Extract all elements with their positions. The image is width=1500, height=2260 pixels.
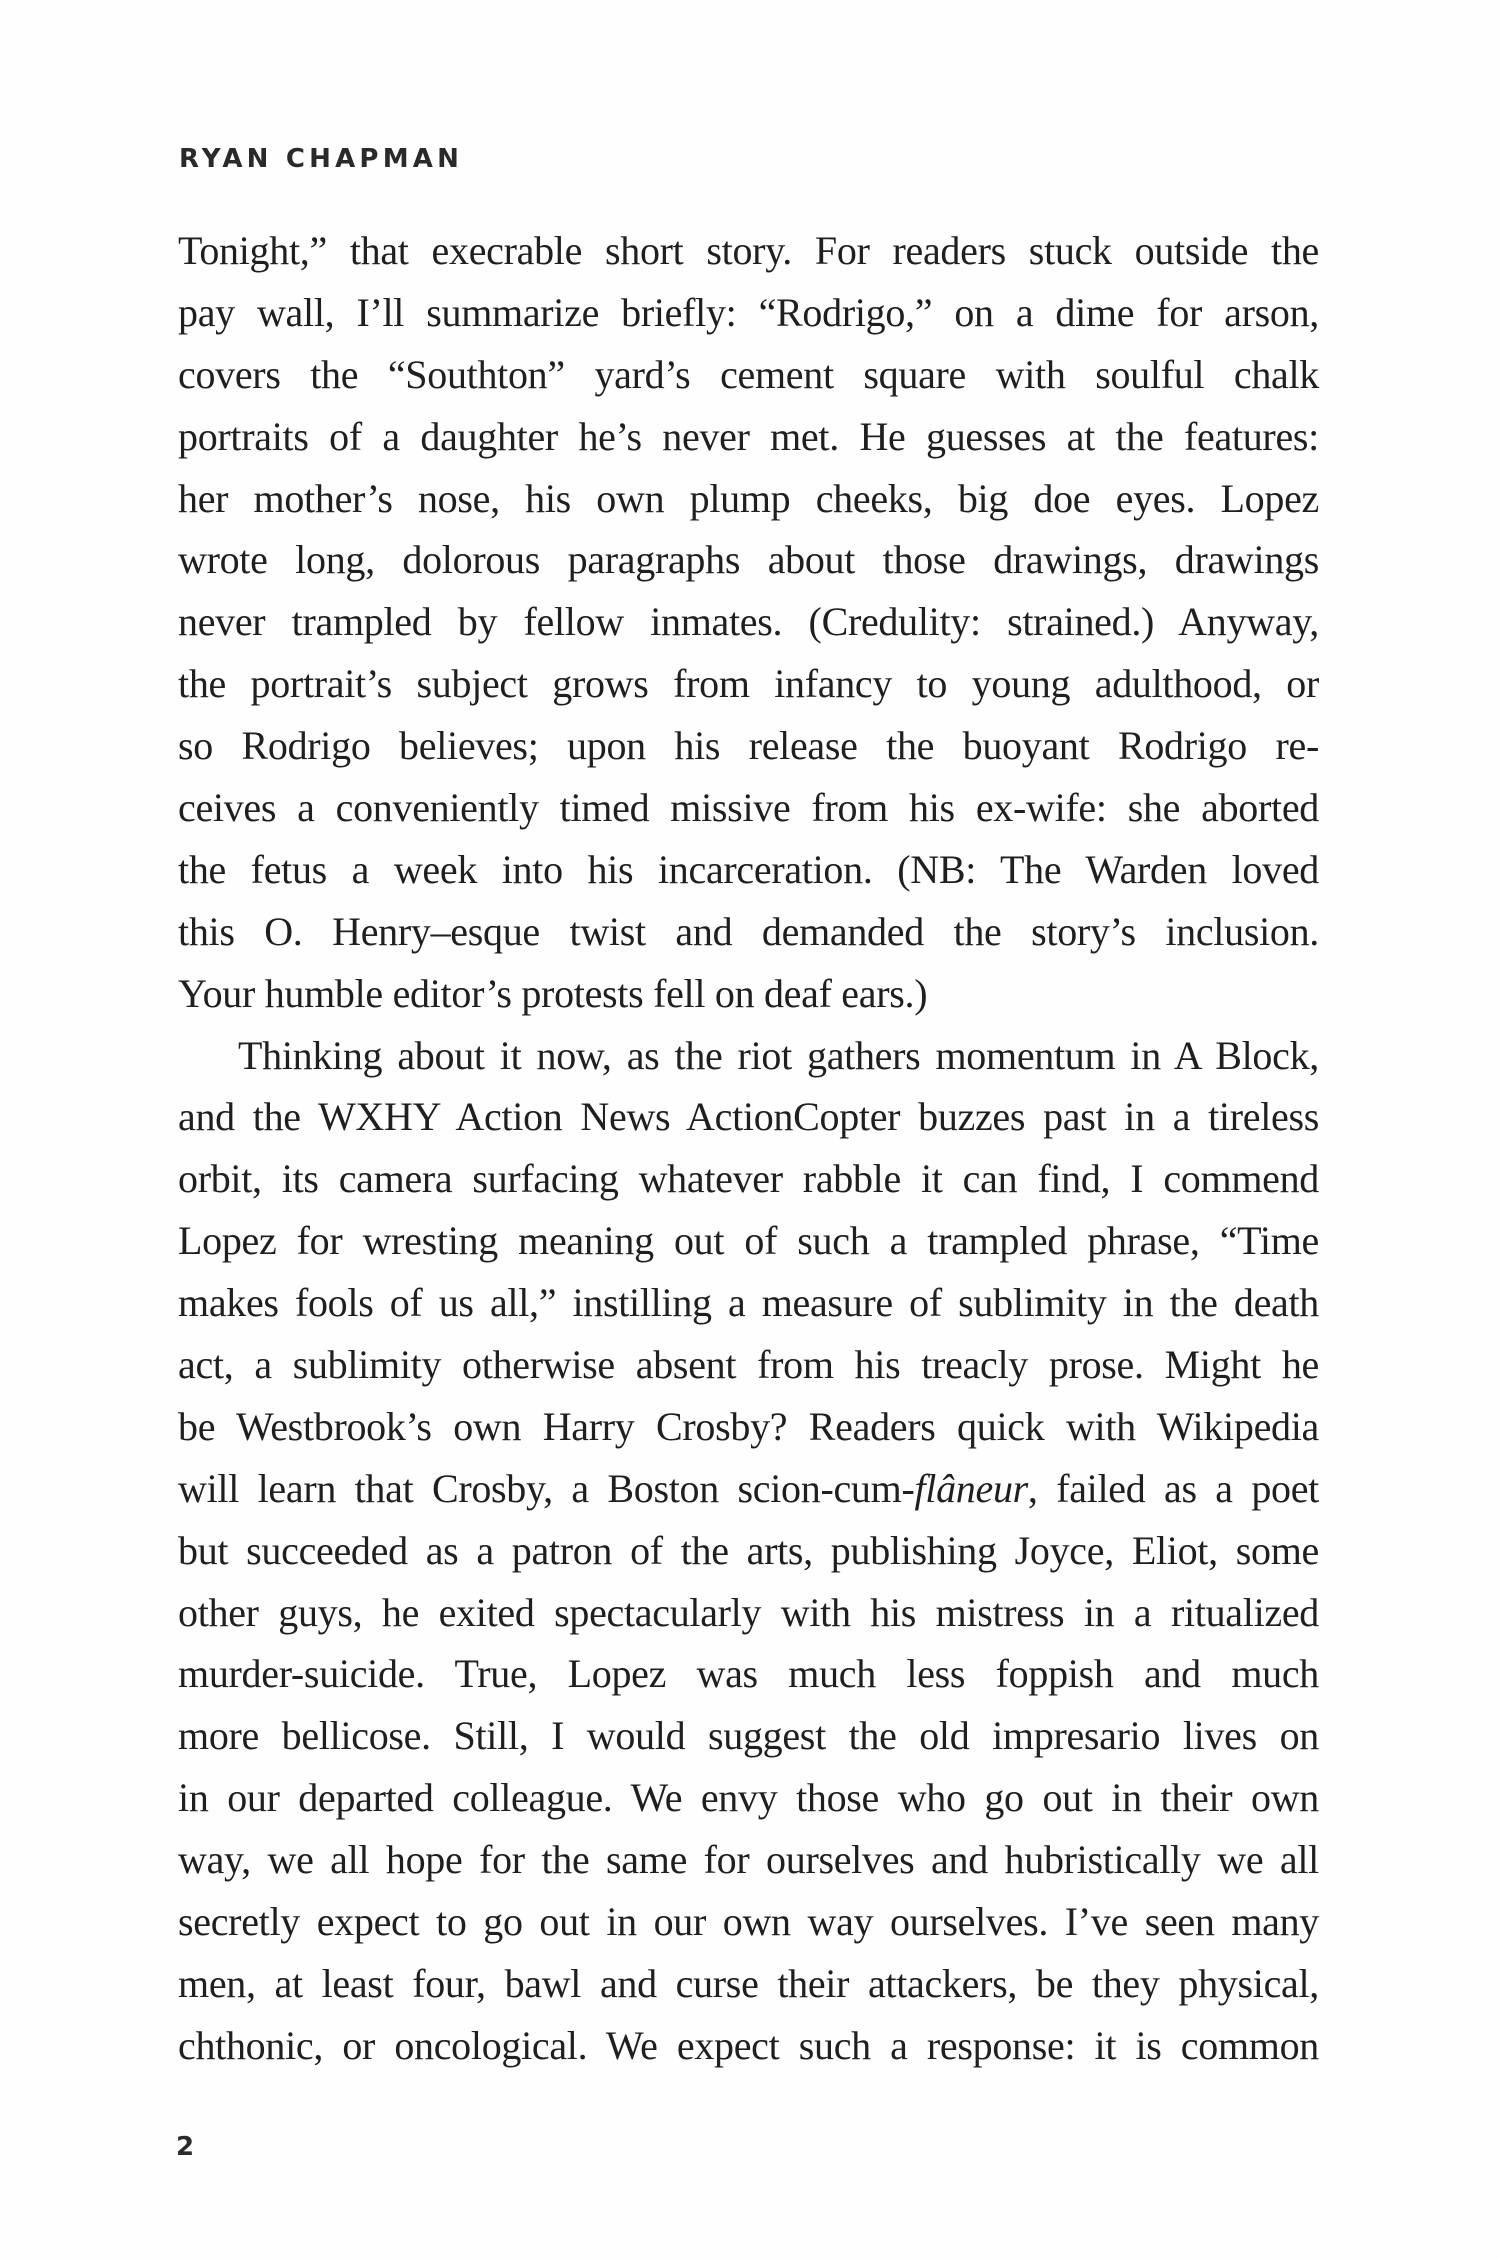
text-line: other guys, he exited spectacularly with his mistress in a ritualized bbox=[178, 1589, 1319, 1635]
text-line: pay wall, I’ll summarize briefly: “Rodrigo,” on a dime for arson, bbox=[178, 289, 1319, 335]
text-line: Your humble editor’s protests fell on deaf ears.) bbox=[178, 970, 928, 1016]
text-line: Thinking about it now, as the riot gathers momentum in A Block, bbox=[238, 1032, 1319, 1078]
running-head-author: RYAN CHAPMAN bbox=[179, 144, 464, 174]
text-line: so Rodrigo believes; upon his release the buoyant Rodrigo re- bbox=[178, 723, 1319, 769]
text-line: makes fools of us all,” instilling a measure of sublimity in the death bbox=[178, 1280, 1319, 1326]
text-line: the fetus a week into his incarceration. (NB: The Warden loved bbox=[178, 846, 1319, 892]
text-line: way, we all hope for the same for ourselves and hubristically we all bbox=[178, 1837, 1319, 1883]
text-line: covers the “Southton” yard’s cement square with soulful chalk bbox=[178, 351, 1319, 397]
italic-word-flaneur: flâneur bbox=[914, 1465, 1028, 1511]
text-line: portraits of a daughter he’s never met. He guesses at the features: bbox=[178, 413, 1319, 459]
text-segment: will learn that Crosby, a Boston scion-cum- bbox=[178, 1465, 915, 1511]
text-line: men, at least four, bawl and curse their attackers, be they physical, bbox=[178, 1960, 1319, 2006]
body-text bbox=[178, 220, 1319, 2077]
text-line: be Westbrook’s own Harry Crosby? Readers quick with Wikipedia bbox=[178, 1403, 1319, 1449]
page-number: 2 bbox=[176, 2132, 195, 2162]
text-line: more bellicose. Still, I would suggest the old impresario lives on bbox=[178, 1713, 1319, 1759]
text-line: never trampled by fellow inmates. (Credulity: strained.) Anyway, bbox=[178, 599, 1319, 645]
text-line: chthonic, or oncological. We expect such a response: it is common bbox=[178, 2022, 1319, 2068]
text-line-with-italic bbox=[178, 1458, 1319, 1520]
text-line: the portrait’s subject grows from infancy to young adulthood, or bbox=[178, 661, 1319, 707]
text-line: secretly expect to go out in our own way ourselves. I’ve seen many bbox=[178, 1899, 1319, 1945]
text-line: wrote long, dolorous paragraphs about those drawings, drawings bbox=[178, 537, 1319, 583]
text-line: and the WXHY Action News ActionCopter buzzes past in a tireless bbox=[178, 1094, 1319, 1140]
text-line: but succeeded as a patron of the arts, publishing Joyce, Eliot, some bbox=[178, 1527, 1319, 1573]
text-line: in our departed colleague. We envy those who go out in their own bbox=[178, 1775, 1319, 1821]
text-line: murder-suicide. True, Lopez was much less foppish and much bbox=[178, 1651, 1319, 1697]
text-line: ceives a conveniently timed missive from his ex-wife: she aborted bbox=[178, 785, 1319, 831]
text-line: this O. Henry–esque twist and demanded the story’s inclusion. bbox=[178, 908, 1319, 954]
paragraph-2 bbox=[178, 1025, 1319, 2077]
text-line: orbit, its camera surfacing whatever rabble it can find, I commend bbox=[178, 1156, 1319, 1202]
paragraph-1 bbox=[178, 220, 1319, 1025]
text-line: Tonight,” that execrable short story. For readers stuck outside the bbox=[178, 228, 1319, 273]
text-line: Lopez for wresting meaning out of such a trampled phrase, “Time bbox=[178, 1218, 1319, 1264]
text-segment: , failed as a poet bbox=[1027, 1465, 1319, 1511]
text-line: act, a sublimity otherwise absent from his treacly prose. Might he bbox=[178, 1342, 1319, 1388]
text-line: her mother’s nose, his own plump cheeks, big doe eyes. Lopez bbox=[178, 475, 1319, 521]
